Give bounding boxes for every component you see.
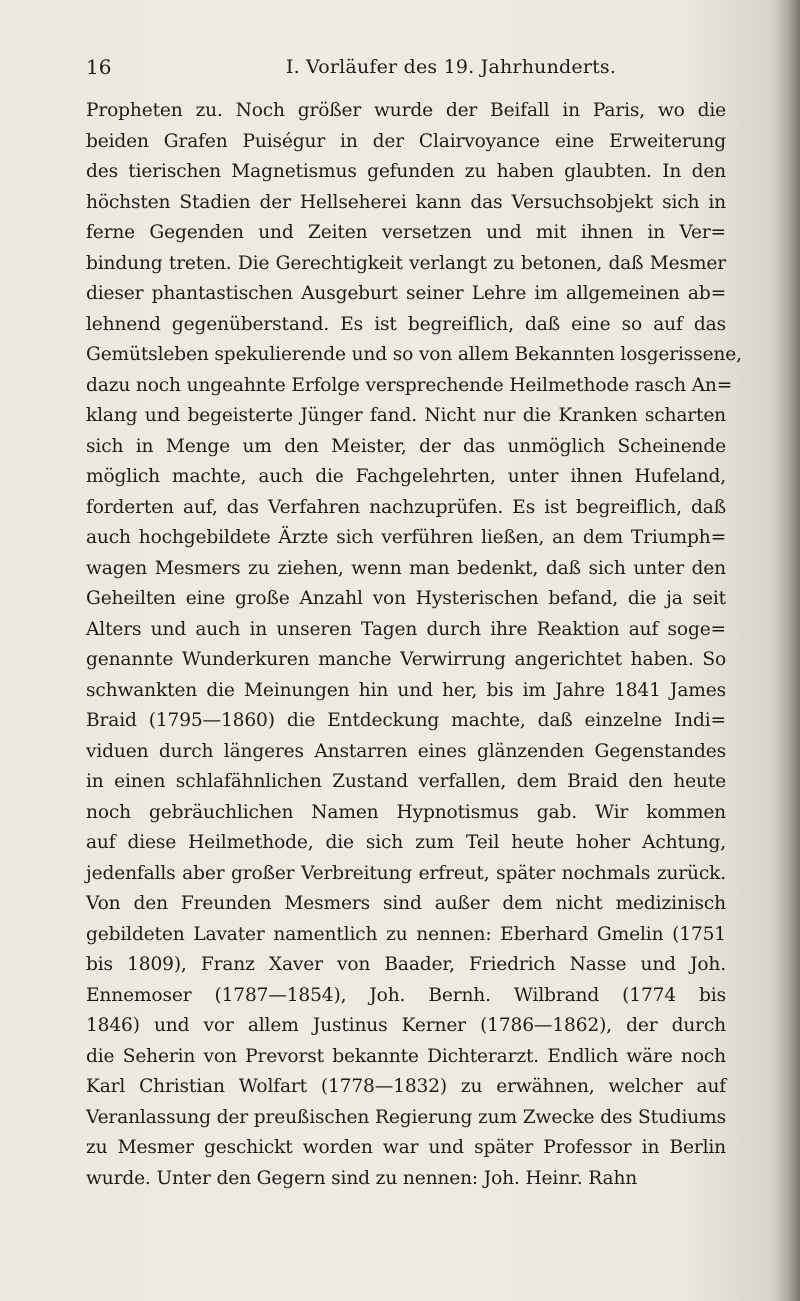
page-number: 16 [86, 55, 112, 79]
text-line: wurde. Unter den Gegern sind zu nennen: Joh. Heinr. Rahn [86, 1167, 638, 1189]
text-line: Geheilten eine große Anzahl von Hysterischen befand, die ja seit [86, 588, 726, 609]
page-header [86, 52, 726, 82]
text-line: auch hochgebildete Ärzte sich verführen ließen, an dem Triumph= [86, 527, 726, 548]
text-line: viduen durch längeres Anstarren eines glänzenden Gegenstandes [86, 740, 726, 762]
page-edge-shadow [774, 0, 800, 1301]
running-head: I. Vorläufer des 19. Jahrhunderts. [285, 56, 617, 78]
text-line: zu Mesmer geschickt worden war und später Professor in Berlin [86, 1137, 726, 1158]
text-line: sich in Menge um den Meister, der das unmöglich Scheinende [86, 435, 726, 457]
text-line: dieser phantastischen Ausgeburt seiner Lehre im allgemeinen ab= [86, 283, 726, 304]
text-line: jedenfalls aber großer Verbreitung erfreut, später nochmals zurück. [86, 862, 726, 884]
text-line: genannte Wunderkuren manche Verwirrung angerichtet haben. So [86, 649, 726, 670]
text-line: klang und begeisterte Jünger fand. Nicht nur die Kranken scharten [86, 405, 726, 426]
text-line: Veranlassung der preußischen Regierung zum Zwecke des Studiums [86, 1106, 726, 1128]
text-line: noch gebräuchlichen Namen Hypnotismus gab. Wir kommen [86, 801, 726, 823]
text-line: bindung treten. Die Gerechtigkeit verlangt zu betonen, daß Mesmer [86, 252, 726, 274]
text-line: auf diese Heilmethode, die sich zum Teil heute hoher Achtung, [86, 832, 726, 853]
text-line: dazu noch ungeahnte Erfolge versprechende Heilmethode rasch An= [86, 374, 733, 396]
text-line: höchsten Stadien der Hellseherei kann das Versuchsobjekt sich in [86, 191, 726, 213]
text-line: forderten auf, das Verfahren nachzuprüfen. Es ist begreiflich, daß [86, 496, 726, 518]
text-line: 1846) und vor allem Justinus Kerner (1786—1862), der durch [86, 1015, 726, 1036]
text-line: Propheten zu. Noch größer wurde der Beifall in Paris, wo die [86, 100, 726, 121]
text-line: beiden Grafen Puiségur in der Clairvoyance eine Erweiterung [86, 130, 726, 152]
text-line: bis 1809), Franz Xaver von Baader, Friedrich Nasse und Joh. [86, 954, 726, 975]
text-line: gebildeten Lavater namentlich zu nennen: Eberhard Gmelin (1751 [86, 923, 726, 945]
text-line: Ennemoser (1787—1854), Joh. Bernh. Wilbrand (1774 bis [86, 984, 726, 1006]
body-text [86, 96, 742, 1194]
text-line: des tierischen Magnetismus gefunden zu haben glaubten. In den [86, 161, 726, 182]
text-line: schwankten die Meinungen hin und her, bis im Jahre 1841 James [86, 679, 726, 701]
text-line: Von den Freunden Mesmers sind außer dem nicht medizinisch [86, 893, 726, 914]
text-line: Alters und auch in unseren Tagen durch ihre Reaktion auf soge= [86, 618, 726, 640]
text-line: die Seherin von Prevorst bekannte Dichterarzt. Endlich wäre noch [86, 1045, 726, 1067]
text-line: möglich machte, auch die Fachgelehrten, unter ihnen Hufeland, [86, 466, 726, 487]
text-line: Braid (1795—1860) die Entdeckung machte, daß einzelne Indi= [86, 710, 726, 731]
text-line: Gemütsleben spekulierende und so von allem Bekannten losgerissene, [86, 344, 742, 365]
text-line: ferne Gegenden und Zeiten versetzen und mit ihnen in Ver= [86, 222, 726, 243]
text-line: in einen schlafähnlichen Zustand verfallen, dem Braid den heute [86, 771, 726, 792]
text-line: wagen Mesmers zu ziehen, wenn man bedenkt, daß sich unter den [86, 557, 726, 579]
text-line: lehnend gegenüberstand. Es ist begreiflich, daß eine so auf das [86, 313, 726, 335]
text-line: Karl Christian Wolfart (1778—1832) zu erwähnen, welcher auf [86, 1076, 726, 1097]
